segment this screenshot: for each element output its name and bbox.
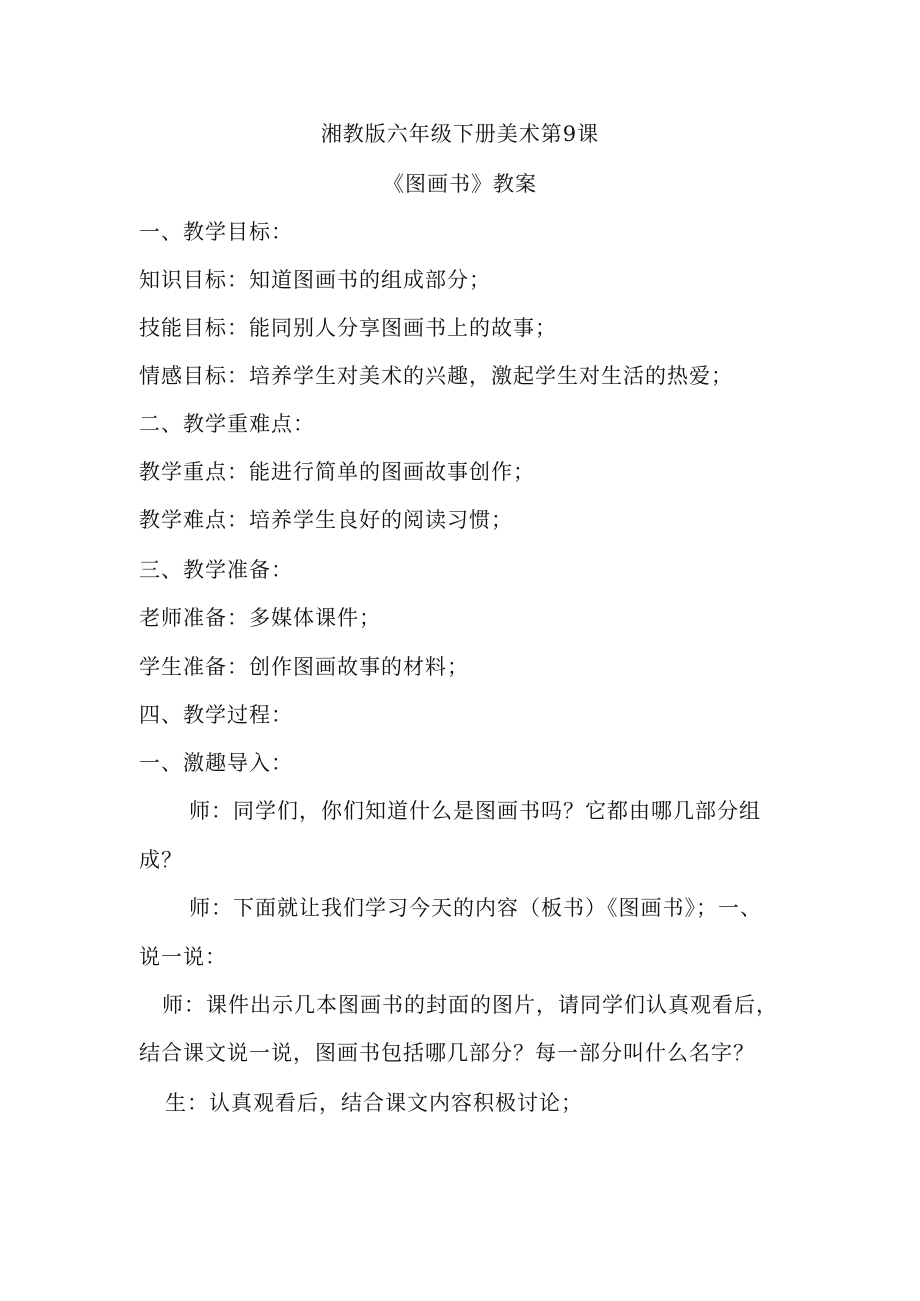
section-heading-key-points: 二、教学重难点： [139, 412, 315, 436]
knowledge-objective: 知识目标：知道图画书的组成部分； [139, 268, 491, 292]
paragraph-teacher-activity-line2: 结合课文说一说，图画书包括哪几部分？每一部分叫什么名字？ [139, 1041, 755, 1065]
paragraph-teacher-activity-line1: 师：课件出示几本图画书的封面的图片，请同学们认真观看后， [162, 993, 778, 1017]
section-heading-process: 四、教学过程： [139, 703, 293, 727]
paragraph-teacher-question-line2: 成？ [139, 848, 183, 872]
emotion-objective: 情感目标：培养学生对美术的兴趣，激起学生对生活的热爱； [139, 364, 733, 388]
paragraph-teacher-intro-line2: 说一说： [139, 945, 227, 969]
document-subtitle: 《图画书》教案 [383, 172, 537, 196]
section-heading-preparation: 三、教学准备： [139, 558, 293, 582]
paragraph-teacher-intro-line1: 师：下面就让我们学习今天的内容（板书）《图画书》；一、 [189, 896, 762, 920]
paragraph-teacher-question-line1: 师：同学们，你们知道什么是图画书吗？它都由哪几部分组 [189, 799, 761, 823]
difficult-point: 教学难点：培养学生良好的阅读习惯； [139, 508, 513, 532]
teacher-preparation: 老师准备：多媒体课件； [139, 606, 381, 630]
student-preparation: 学生准备：创作图画故事的材料； [139, 655, 469, 679]
paragraph-student-activity: 生：认真观看后，结合课文内容积极讨论； [165, 1091, 583, 1115]
subsection-heading-intro: 一、激趣导入： [139, 751, 293, 775]
key-point: 教学重点：能进行简单的图画故事创作； [139, 460, 535, 484]
document-title: 湘教版六年级下册美术第9课 [320, 122, 600, 146]
section-heading-objectives: 一、教学目标： [139, 220, 293, 244]
skill-objective: 技能目标：能同别人分享图画书上的故事； [139, 316, 557, 340]
